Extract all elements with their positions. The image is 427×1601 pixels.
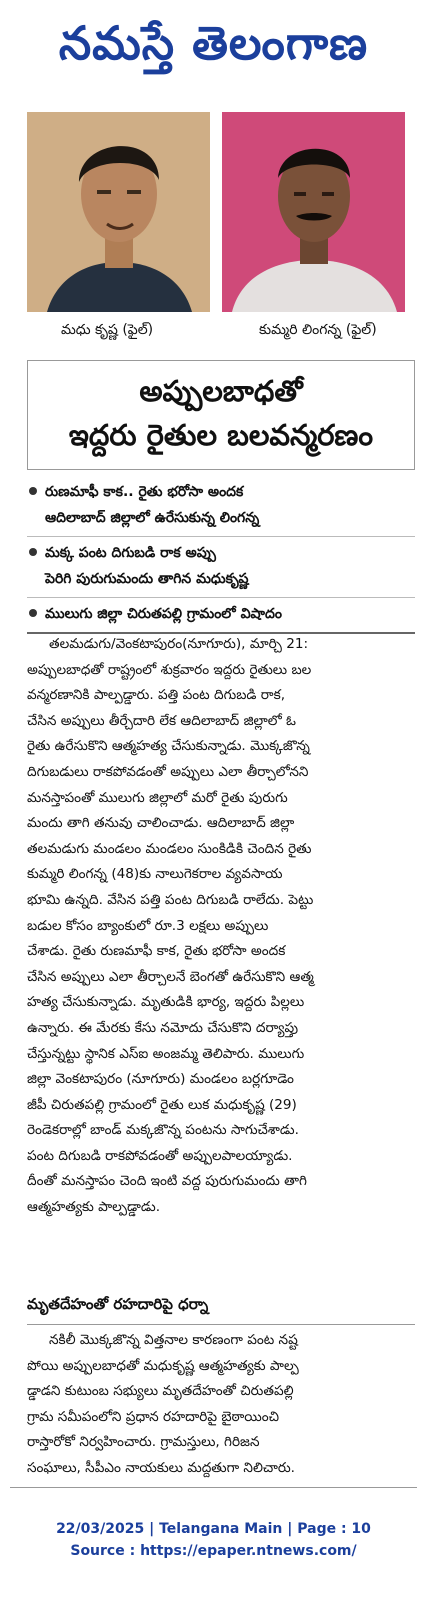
bullet-text: రుణమాఫీ కాక.. రైతు భరోసా అందక xyxy=(45,484,244,500)
body-line: నకిలీ మొక్కజొన్న విత్తనాల కారణంగా పంట నష్ట xyxy=(49,1332,298,1348)
body-line: పంట దిగుబడి రాకపోవడంతో అప్పులపాలయ్యాడు. xyxy=(27,1147,293,1164)
body-line: భూమి ఉన్నది. వేసిన పత్తి పంట దిగుబడి రాలేదు. పెట్టు xyxy=(27,891,314,908)
caption-madhu-krishna: మధు కృష్ణ (ఫైల్) xyxy=(61,322,154,338)
bullet-item xyxy=(27,537,415,598)
body-line: బడుల కోసం బ్యాంకులో రూ.3 లక్షలు అప్పులు xyxy=(27,917,269,934)
body-line: హత్య చేసుకున్నాడు. మృతుడికి భార్య, ఇద్దరు పిల్లలు xyxy=(27,994,305,1011)
body-line: దీంతో మనస్తాపం చెంది ఇంటి వద్ద పురుగుమందు తాగి xyxy=(27,1173,307,1190)
bullet-item xyxy=(27,598,415,634)
body-line: రాస్తారోకో నిర్వహించారు. గ్రామస్తులు, గిరిజన xyxy=(27,1434,260,1451)
footer-date-edition: 22/03/2025 | Telangana Main | Page : 10 xyxy=(56,1521,371,1537)
article-body xyxy=(27,632,415,1221)
body-line: రెండెకరాల్లో బాండ్ మక్కజొన్న పంటను సాగుచేశాడు. xyxy=(27,1122,299,1139)
bullet-text: పెరిగి పురుగుమందు తాగిన మధుకృష్ణ xyxy=(45,571,249,587)
body-line: దిగుబడులు రాకపోవడంతో అప్పులు ఎలా తీర్చాలోనని xyxy=(27,763,309,780)
body-line: చేస్తున్నట్టు స్థానిక ఎస్ఐ అంజమ్మ తెలిపారు. ములుగు xyxy=(27,1045,305,1062)
caption-kummari-linganna: కుమ్మరి లింగన్న (ఫైల్) xyxy=(259,322,377,338)
body-line: తలమడుగు/వెంకటాపురం(నూగూరు), మార్చి 21: xyxy=(49,636,309,652)
body-line: తలమడుగు మండలం మండలం సుంకిడికి చెందిన రైతు xyxy=(27,840,312,857)
body-line: సంఘాలు, సీపీఎం నాయకులు మద్దతుగా నిలిచారు. xyxy=(27,1459,296,1476)
body-line: మనస్తాపంతో ములుగు జిల్లాలో మరో రైతు పురుగు xyxy=(27,789,288,806)
footer-source: Source : https://epaper.ntnews.com/ xyxy=(70,1543,357,1559)
headline xyxy=(27,360,415,470)
photo-kummari-linganna xyxy=(222,112,405,312)
headline-line-1: అప్పులబాధతో xyxy=(139,374,303,408)
photos-row xyxy=(27,112,415,317)
body-line: మందు తాగి తనువు చాలించాడు. ఆదిలాబాద్ జిల్లా xyxy=(27,815,295,832)
body-line: రైతు ఉరేసుకొని ఆత్మహత్య చేసుకున్నాడు. మొక్కజొన్న xyxy=(27,738,310,755)
bullet-text: ఆదిలాబాద్ జిల్లాలో ఉరేసుకున్న లింగన్న xyxy=(45,510,260,526)
article-body-section-2 xyxy=(27,1328,415,1482)
headline-line-2: ఇద్దరు రైతుల బలవన్మరణం xyxy=(68,418,374,452)
bullet-text: మక్క పంట దిగుబడి రాక అప్పు xyxy=(45,545,216,561)
body-line: ఆత్మహత్యకు పాల్పడ్డాడు. xyxy=(27,1199,161,1216)
footer xyxy=(0,1518,427,1562)
body-line: ఉన్నారు. ఈ మేరకు కేసు నమోదు చేసుకొని దర్యాప్తు xyxy=(27,1019,299,1036)
masthead xyxy=(0,6,427,80)
body-line: జిల్లా వెంకటాపురం (నూగూరు) మండలం బర్లగూడెం xyxy=(27,1071,294,1088)
photo-captions xyxy=(27,322,415,350)
body-line: అప్పులబాధతో రాష్ట్రంలో శుక్రవారం ఇద్దరు రైతులు బల xyxy=(27,661,312,678)
body-line: పోయి అప్పులబాధతో మధుకృష్ణ ఆత్మహత్యకు పాల్ప xyxy=(27,1357,299,1374)
body-line: డ్డాడని కుటుంబ సభ్యులు మృతదేహంతో చిరుతపల్లి xyxy=(27,1383,294,1400)
bullet-item xyxy=(27,476,415,537)
body-line: వన్మరణానికి పాల్పడ్డారు. పత్తి పంట దిగుబడి రాక, xyxy=(27,687,286,704)
body-line: చేసిన అప్పులు ఎలా తీర్చాలనే బెంగతో ఉరేసుకొని ఆత్మ xyxy=(27,968,314,985)
subheading: మృతదేహంతో రహదారిపై ధర్నా xyxy=(27,1290,415,1325)
newspaper-title: నమస్తే తెలంగాణ xyxy=(58,16,369,70)
body-line: జీపీ చిరుతపల్లి గ్రామంలో రైతు లుక మధుకృష్ణ (29) xyxy=(27,1096,297,1113)
divider xyxy=(10,1487,417,1488)
photo-madhu-krishna xyxy=(27,112,210,312)
body-line: గ్రామ సమీపంలోని ప్రధాన రహదారిపై బైఠాయించి xyxy=(27,1408,280,1425)
bullet-text: ములుగు జిల్లా చిరుతపల్లి గ్రామంలో విషాదం xyxy=(45,606,282,622)
highlight-bullets xyxy=(27,476,415,634)
body-line: కుమ్మరి లింగన్న (48)కు నాలుగెకరాల వ్యవసాయ xyxy=(27,866,283,883)
body-line: చేసిన అప్పులు తీర్చేదారి లేక ఆదిలాబాద్ జిల్లాలో ఓ xyxy=(27,712,296,729)
body-line: చేశాడు. రైతు రుణమాఫీ కాక, రైతు భరోసా అందక xyxy=(27,943,286,960)
